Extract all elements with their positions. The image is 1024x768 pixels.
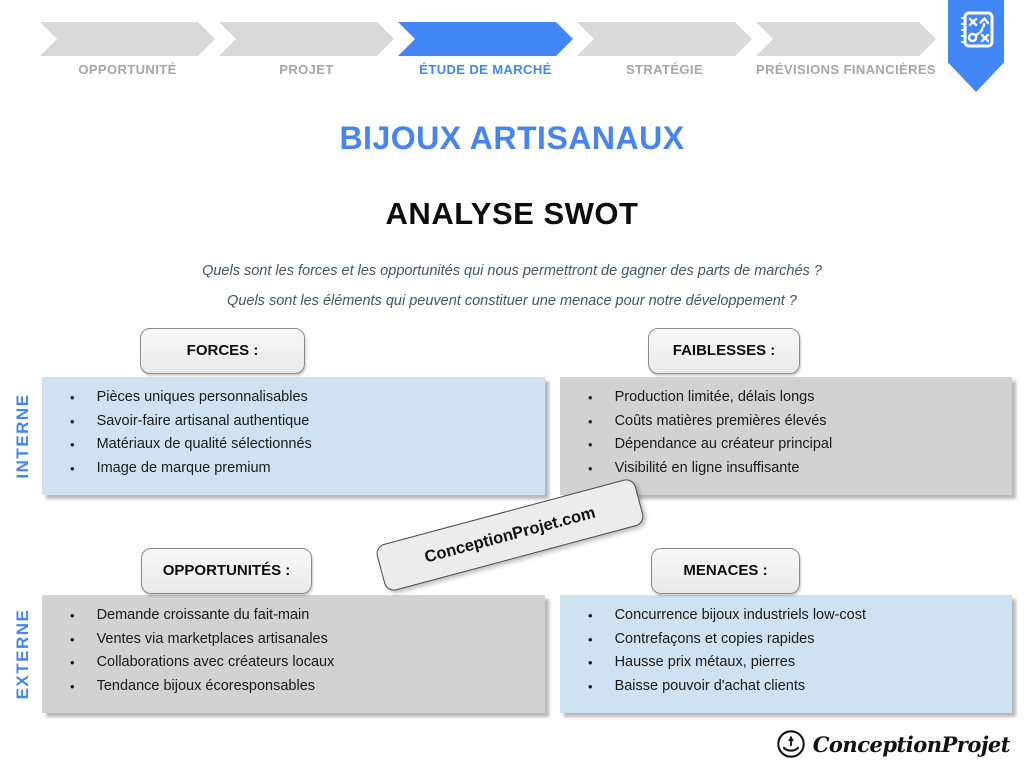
opportunites-panel <box>42 595 545 713</box>
hand-holding-rocket-icon <box>775 728 807 760</box>
list-item: • Concurrence bijoux industriels low-cost <box>588 604 1012 628</box>
list-item: • Hausse prix métaux, pierres <box>588 651 1012 675</box>
chevron-shape <box>40 22 215 56</box>
list-item: • Contrefaçons et copies rapides <box>588 628 1012 652</box>
list-item: • Pièces uniques personnalisables <box>70 386 545 410</box>
list-item: • Savoir-faire artisanal authentique <box>70 410 545 434</box>
strategy-playbook-icon <box>956 9 996 51</box>
list-item: • Ventes via marketplaces artisanales <box>70 628 545 652</box>
chevron-shape <box>577 22 752 56</box>
list-item: • Coûts matières premières élevés <box>588 410 1012 434</box>
nav-step-label: PRÉVISIONS FINANCIÈRES <box>756 62 936 77</box>
process-nav <box>40 22 936 77</box>
guiding-questions <box>0 256 1024 316</box>
forces-header: FORCES : <box>140 328 305 374</box>
chevron-shape <box>756 22 936 56</box>
chevron-shape <box>219 22 394 56</box>
nav-step-label: STRATÉGIE <box>625 62 704 77</box>
nav-step-strategie[interactable] <box>577 22 752 77</box>
list-item: • Collaborations avec créateurs locaux <box>70 651 545 675</box>
footer-brand-text: ConceptionProjet <box>812 731 1010 757</box>
nav-step-label: PROJET <box>279 62 334 77</box>
nav-step-etude-de-marche[interactable] <box>398 22 573 77</box>
footer-brand <box>775 728 1010 760</box>
nav-step-label: OPPORTUNITÉ <box>78 62 177 77</box>
faiblesses-list <box>588 386 1012 480</box>
nav-step-label: ÉTUDE DE MARCHÉ <box>419 62 552 77</box>
nav-step-projet[interactable] <box>219 22 394 77</box>
menaces-panel <box>560 595 1012 713</box>
opportunites-list <box>70 604 545 698</box>
list-item: • Matériaux de qualité sélectionnés <box>70 433 545 457</box>
section-title: ANALYSE SWOT <box>385 196 639 231</box>
list-item: • Baisse pouvoir d'achat clients <box>588 675 1012 699</box>
list-item: • Dépendance au créateur principal <box>588 433 1012 457</box>
list-item: • Image de marque premium <box>70 457 545 481</box>
opportunites-header: OPPORTUNITÉS : <box>141 548 312 594</box>
axis-label-interne: INTERNE <box>13 393 32 479</box>
nav-step-previsions-financieres[interactable] <box>756 22 936 77</box>
forces-list <box>70 386 545 480</box>
menaces-list <box>588 604 1012 698</box>
chevron-shape <box>398 22 573 56</box>
menaces-header: MENACES : <box>651 548 800 594</box>
page-title: BIJOUX ARTISANAUX <box>339 120 685 156</box>
nav-step-opportunite[interactable] <box>40 22 215 77</box>
question-line-2: Quels sont les éléments qui peuvent constituer une menace pour notre développement ? <box>227 293 797 309</box>
list-item: • Tendance bijoux écoresponsables <box>70 675 545 699</box>
faiblesses-header: FAIBLESSES : <box>648 328 800 374</box>
faiblesses-panel <box>560 377 1012 495</box>
question-line-1: Quels sont les forces et les opportunités qui nous permettront de gagner des parts de marchés ? <box>202 263 822 279</box>
list-item: • Visibilité en ligne insuffisante <box>588 457 1012 481</box>
axis-label-externe: EXTERNE <box>13 608 32 700</box>
forces-panel <box>42 377 545 495</box>
list-item: • Demande croissante du fait-main <box>70 604 545 628</box>
watermark-badge: ConceptionProjet.com <box>374 477 645 593</box>
list-item: • Production limitée, délais longs <box>588 386 1012 410</box>
bookmark-pennant <box>948 0 1004 92</box>
